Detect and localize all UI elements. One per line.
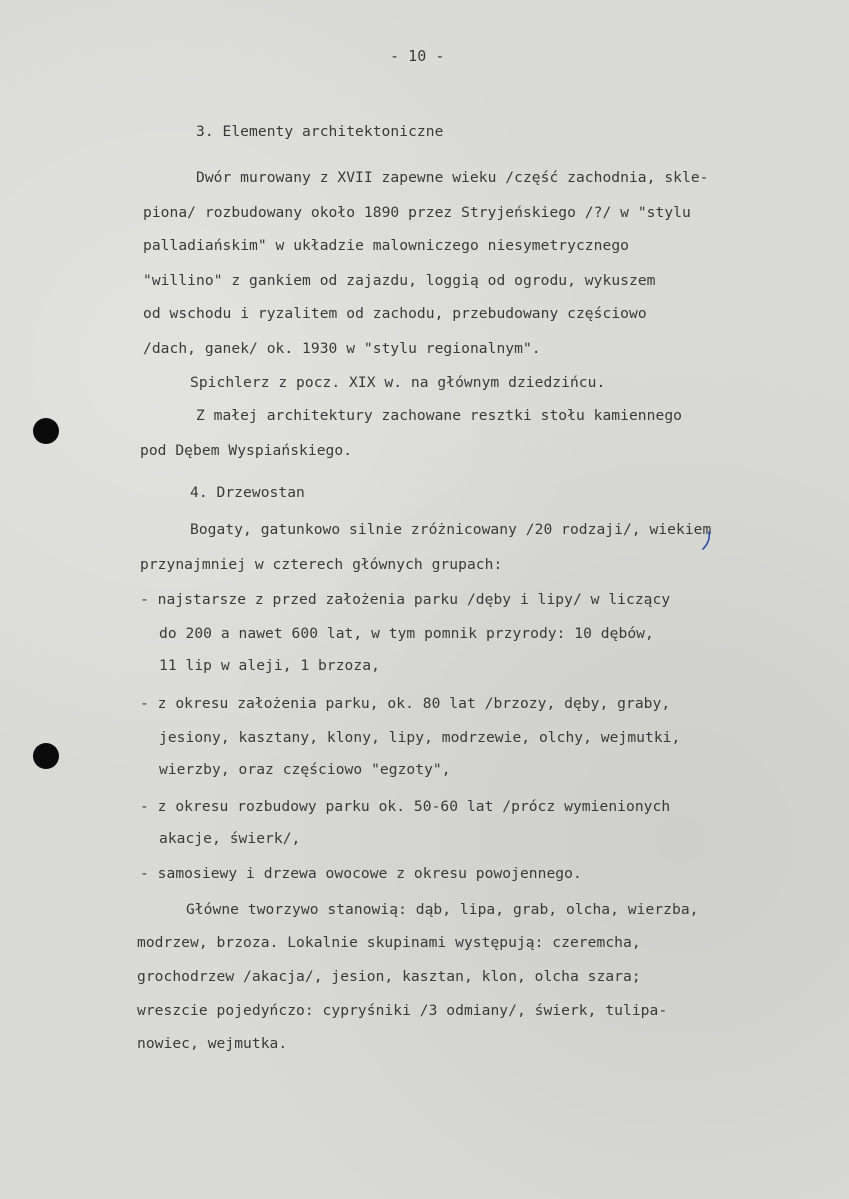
text-line: Dwór murowany z XVII zapewne wieku /część zachodnia, skle- [196,169,709,186]
text-line: nowiec, wejmutka. [137,1035,288,1052]
text-line: /dach, ganek/ ok. 1930 w "stylu regionalnym". [143,340,541,357]
list-item-line: akacje, świerk/, [159,830,301,847]
list-item-line: - samosiewy i drzewa owocowe z okresu powojennego. [140,865,582,882]
list-item-line: jesiony, kasztany, klony, lipy, modrzewie, olchy, wejmutki, [159,729,681,746]
page-number: - 10 - [390,47,445,65]
text-line: przynajmniej w czterech głównych grupach: [140,556,503,573]
text-line: pod Dębem Wyspiańskiego. [140,442,353,459]
list-item-line: do 200 a nawet 600 lat, w tym pomnik przyrody: 10 dębów, [159,625,654,642]
section-4-heading: 4. Drzewostan [190,484,305,501]
text-line: piona/ rozbudowany około 1890 przez Stryjeńskiego /?/ w "stylu [143,204,691,221]
list-item-line: 11 lip w aleji, 1 brzoza, [159,657,380,674]
list-item-line: wierzby, oraz częściowo "egzoty", [159,761,451,778]
list-item-line: - z okresu założenia parku, ok. 80 lat /brzozy, dęby, graby, [140,695,671,712]
text-line: wreszcie pojedyńczo: cypryśniki /3 odmiany/, świerk, tulipa- [137,1002,668,1019]
list-item-line: - z okresu rozbudowy parku ok. 50-60 lat /prócz wymienionych [140,798,671,815]
text-line: palladiańskim" w układzie malowniczego niesymetrycznego [143,237,629,254]
text-line: Główne tworzywo stanowią: dąb, lipa, grab, olcha, wierzba, [186,901,699,918]
section-3-heading: 3. Elementy architektoniczne [196,123,444,140]
list-item-line: - najstarsze z przed założenia parku /dęby i lipy/ w liczący [140,591,671,608]
text-line: Spichlerz z pocz. XIX w. na głównym dziedzińcu. [190,374,606,391]
punch-hole-bottom [33,743,59,769]
text-line: od wschodu i ryzalitem od zachodu, przebudowany częściowo [143,305,647,322]
text-line: grochodrzew /akacja/, jesion, kasztan, klon, olcha szara; [137,968,641,985]
punch-hole-top [33,418,59,444]
text-line: "willino" z gankiem od zajazdu, loggią od ogrodu, wykuszem [143,272,656,289]
text-line: Bogaty, gatunkowo silnie zróżnicowany /20 rodzaji/, wiekiem [190,521,712,538]
text-line: Z małej architektury zachowane resztki stołu kamiennego [196,407,682,424]
handwritten-correction-mark [700,530,714,552]
text-line: modrzew, brzoza. Lokalnie skupinami występują: czeremcha, [137,934,641,951]
